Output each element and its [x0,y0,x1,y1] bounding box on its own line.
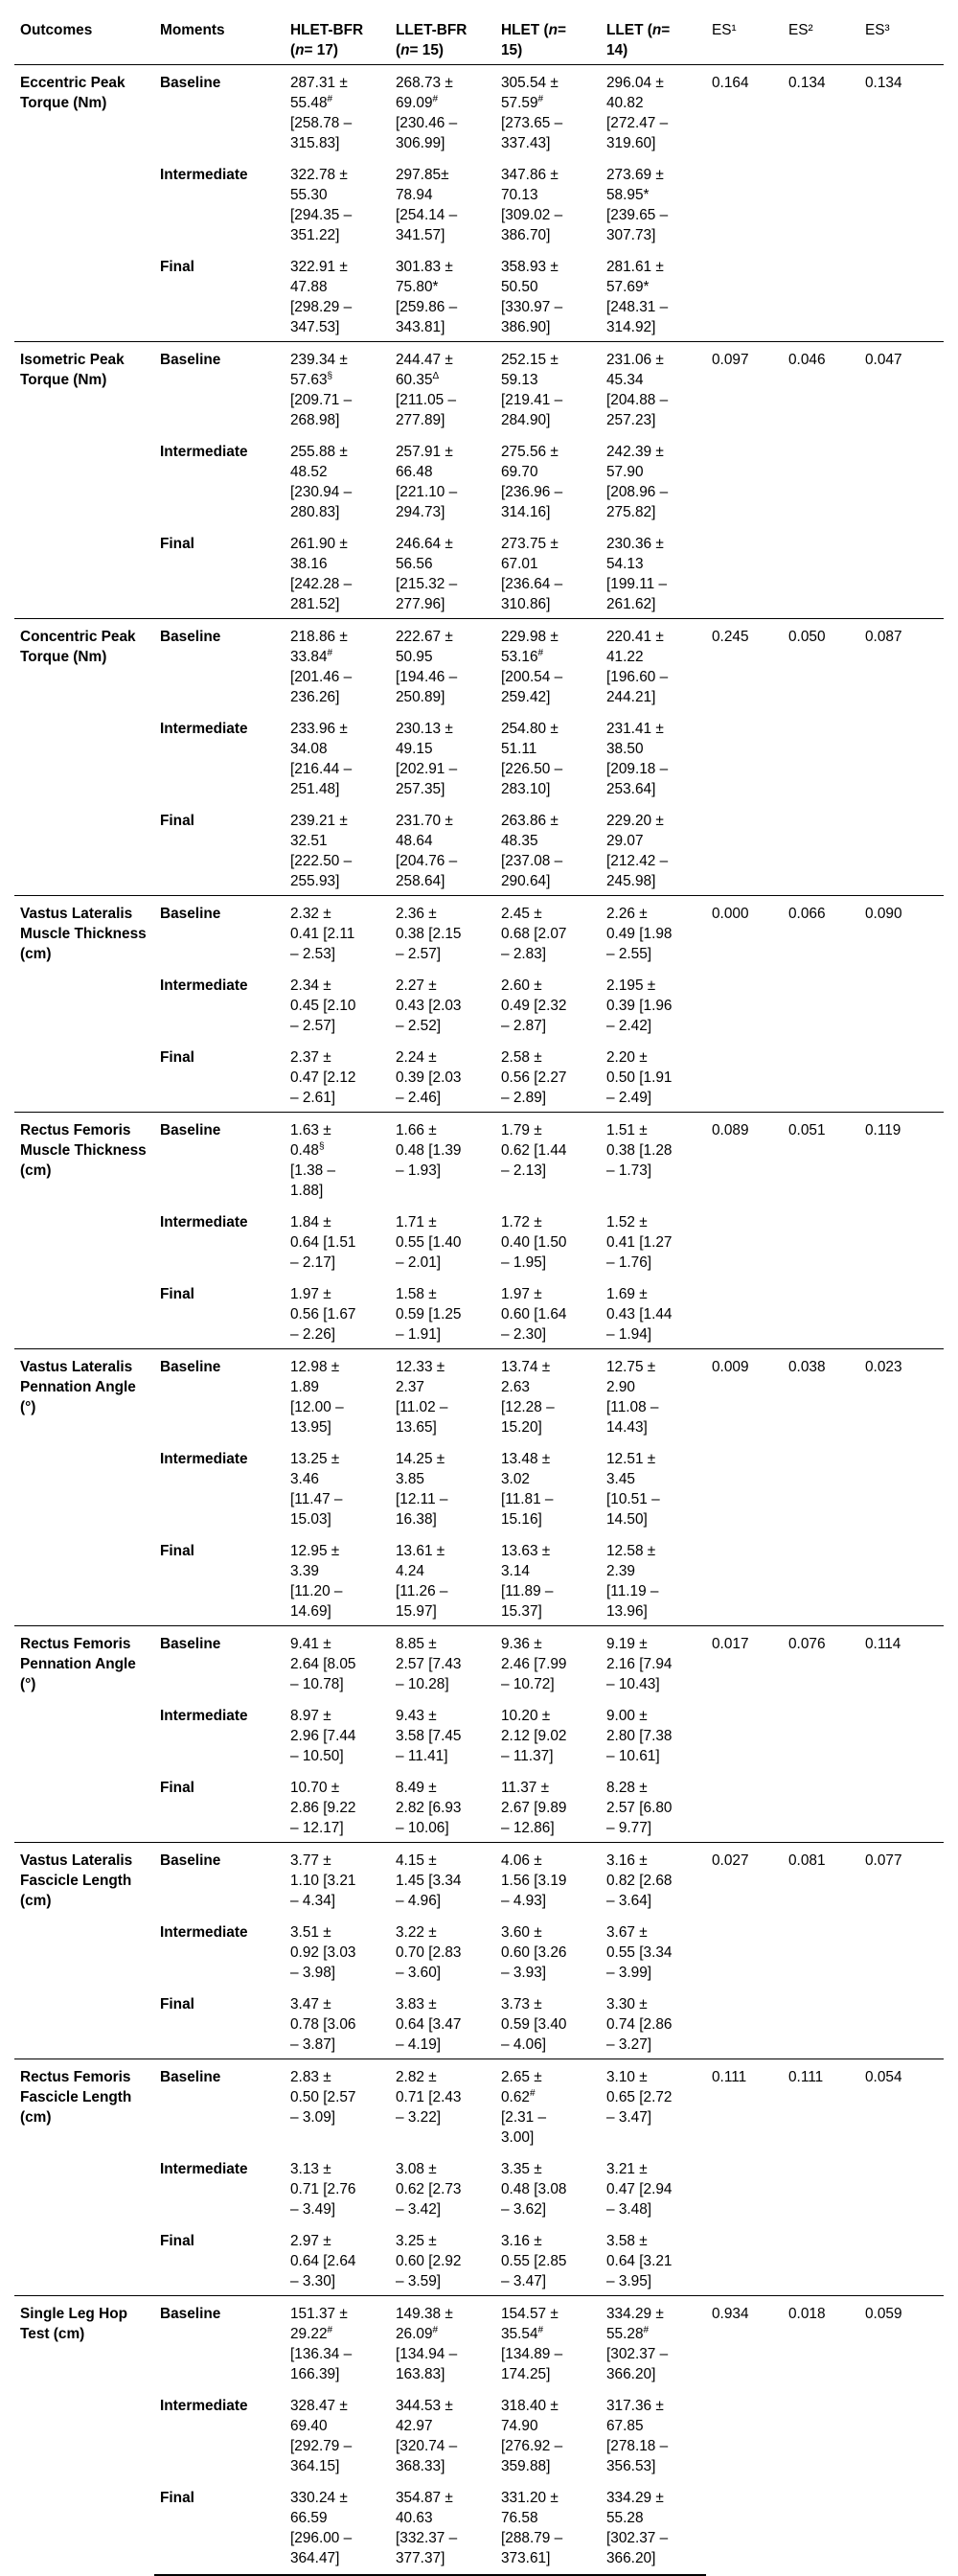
llet-cell: 3.16 ± 0.82 [2.68 – 3.64] [601,1843,706,1916]
llet-cell: 3.58 ± 0.64 [3.21 – 3.95] [606,2233,673,2289]
hlet-cell: 13.74 ± 2.63 [12.28 – 15.20] [495,1349,601,1442]
llet-bfr-cell: 3.25 ± 0.60 [2.92 – 3.59] [396,2233,462,2289]
llet-cell: 1.69 ± 0.43 [1.44 – 1.94] [606,1286,673,1343]
llet-cell: 1.51 ± 0.38 [1.28 – 1.73] [601,1113,706,1206]
llet-cell: 334.29 ± 55.28# [302.37 – 366.20] [601,2296,706,2389]
es3-cell: 0.047 [859,342,944,619]
hlet-cell: 3.60 ± 0.60 [3.26 – 3.93] [501,1924,567,1981]
hlet-bfr-cell: 1.97 ± 0.56 [1.67 – 2.26] [290,1286,356,1343]
table-row [14,2059,944,2152]
moment-cell: Baseline [154,1626,285,1699]
hlet-bfr-cell: 322.91 ± 47.88 [298.29 – 347.53] [290,259,353,335]
es2-cell: 0.076 [783,1626,859,1843]
hlet-bfr-cell: 3.13 ± 0.71 [2.76 – 3.49] [290,2161,356,2218]
es2-cell: 0.111 [783,2059,859,2296]
hlet-bfr-cell: 8.97 ± 2.96 [7.44 – 10.50] [290,1708,356,1764]
hlet-bfr-cell: 3.47 ± 0.78 [3.06 – 3.87] [290,1996,356,2053]
outcome-cell: Rectus Femoris Pennation Angle (°) [14,1626,154,1843]
moment-cell: Final [160,1049,194,1066]
hlet-cell: 347.86 ± 70.13 [309.02 – 386.70] [501,167,563,243]
llet-bfr-cell: 246.64 ± 56.56 [215.32 – 277.96] [396,536,458,612]
hlet-bfr-cell: 2.34 ± 0.45 [2.10 – 2.57] [290,978,356,1034]
significance-marker: § [318,1140,325,1152]
llet-cell: 9.00 ± 2.80 [7.38 – 10.61] [606,1708,673,1764]
hlet-bfr-cell: 239.21 ± 32.51 [222.50 – 255.93] [290,813,353,889]
header-es1: ES¹ [706,9,783,65]
moment-cell: Baseline [154,2296,285,2389]
hlet-cell: 1.72 ± 0.40 [1.50 – 1.95] [501,1214,567,1271]
es2-cell: 0.066 [783,896,859,1113]
outcome-cell: Eccentric Peak Torque (Nm) [14,65,154,342]
llet-cell: 12.58 ± 2.39 [11.19 – 13.96] [606,1543,659,1620]
table-row [14,1349,944,1442]
outcome-cell: Vastus Lateralis Fascicle Length (cm) [14,1843,154,2059]
llet-cell: 281.61 ± 57.69* [248.31 – 314.92] [606,259,669,335]
llet-bfr-cell: 2.36 ± 0.38 [2.15 – 2.57] [390,896,495,969]
es1-cell: 0.009 [706,1349,783,1626]
llet-cell: 231.06 ± 45.34 [204.88 – 257.23] [601,342,706,435]
header-hlet: HLET (n= 15) [495,9,601,65]
llet-bfr-cell: 301.83 ± 75.80* [259.86 – 343.81] [396,259,458,335]
hlet-bfr-cell: 9.41 ± 2.64 [8.05 – 10.78] [285,1626,390,1699]
hlet-bfr-cell: 3.51 ± 0.92 [3.03 – 3.98] [290,1924,356,1981]
hlet-bfr-cell: 218.86 ± 33.84# [201.46 – 236.26] [285,619,390,712]
moment-cell: Baseline [154,1843,285,1916]
outcome-cell: Isometric Peak Torque (Nm) [14,342,154,619]
es1-cell: 0.027 [706,1843,783,2059]
header-llet-bfr: LLET-BFR (n= 15) [390,9,495,65]
llet-bfr-cell: 3.22 ± 0.70 [2.83 – 3.60] [396,1924,462,1981]
es3-cell: 0.087 [859,619,944,896]
hlet-bfr-cell: 3.77 ± 1.10 [3.21 – 4.34] [285,1843,390,1916]
moment-cell: Baseline [154,896,285,969]
header-row [14,9,944,65]
es2-cell: 0.050 [783,619,859,896]
moment-cell: Intermediate [160,2398,248,2414]
hlet-cell: 11.37 ± 2.67 [9.89 – 12.86] [501,1780,567,1836]
llet-cell: 296.04 ± 40.82 [272.47 – 319.60] [601,65,706,158]
moment-cell: Final [160,1780,194,1796]
hlet-bfr-cell: 12.98 ± 1.89 [12.00 – 13.95] [285,1349,390,1442]
outcome-cell: Single Leg Hop Test (cm) [14,2296,154,2576]
moment-cell: Intermediate [160,721,248,737]
hlet-bfr-cell: 255.88 ± 48.52 [230.94 – 280.83] [290,444,353,520]
hlet-cell: 358.93 ± 50.50 [330.97 – 386.90] [501,259,563,335]
significance-marker: # [432,2324,439,2335]
llet-cell: 3.67 ± 0.55 [3.34 – 3.99] [606,1924,673,1981]
llet-cell: 220.41 ± 41.22 [196.60 – 244.21] [601,619,706,712]
llet-bfr-cell: 268.73 ± 69.09# [230.46 – 306.99] [390,65,495,158]
llet-cell: 12.75 ± 2.90 [11.08 – 14.43] [601,1349,706,1442]
moment-cell: Final [160,1543,194,1559]
hlet-bfr-cell: 13.25 ± 3.46 [11.47 – 15.03] [290,1451,343,1528]
es3-cell: 0.054 [859,2059,944,2296]
llet-bfr-cell: 297.85± 78.94 [254.14 – 341.57] [396,167,458,243]
llet-cell: 3.10 ± 0.65 [2.72 – 3.47] [601,2059,706,2152]
hlet-cell: 3.35 ± 0.48 [3.08 – 3.62] [501,2161,567,2218]
significance-marker: # [327,2324,333,2335]
moment-cell: Baseline [154,2059,285,2152]
hlet-bfr-cell: 328.47 ± 69.40 [292.79 – 364.15] [290,2398,353,2474]
llet-cell: 242.39 ± 57.90 [208.96 – 275.82] [606,444,669,520]
es1-cell: 0.089 [706,1113,783,1349]
table-row [14,1113,944,1206]
es3-cell: 0.114 [859,1626,944,1843]
hlet-bfr-cell: 239.34 ± 57.63§ [209.71 – 268.98] [285,342,390,435]
llet-bfr-cell: 1.71 ± 0.55 [1.40 – 2.01] [396,1214,462,1271]
moment-cell: Baseline [154,342,285,435]
llet-bfr-cell: 8.49 ± 2.82 [6.93 – 10.06] [396,1780,462,1836]
hlet-cell: 2.58 ± 0.56 [2.27 – 2.89] [501,1049,567,1106]
significance-marker: # [537,2324,544,2335]
significance-marker: # [327,647,333,658]
hlet-cell: 1.97 ± 0.60 [1.64 – 2.30] [501,1286,567,1343]
es2-cell: 0.046 [783,342,859,619]
hlet-cell: 3.73 ± 0.59 [3.40 – 4.06] [501,1996,567,2053]
llet-bfr-cell: 222.67 ± 50.95 [194.46 – 250.89] [390,619,495,712]
llet-bfr-cell: 1.66 ± 0.48 [1.39 – 1.93] [390,1113,495,1206]
es3-cell: 0.119 [859,1113,944,1349]
table-body [14,65,944,2576]
llet-bfr-cell: 12.33 ± 2.37 [11.02 – 13.65] [390,1349,495,1442]
llet-bfr-cell: 9.43 ± 3.58 [7.45 – 11.41] [396,1708,462,1764]
moment-cell: Intermediate [160,1214,248,1230]
moment-cell: Final [154,2480,285,2575]
hlet-cell: 3.16 ± 0.55 [2.85 – 3.47] [501,2233,567,2289]
moment-cell: Intermediate [160,1924,248,1941]
hlet-cell: 263.86 ± 48.35 [237.08 – 290.64] [501,813,563,889]
significance-marker: # [643,2324,650,2335]
moment-cell: Intermediate [160,167,248,183]
hlet-bfr-cell: 322.78 ± 55.30 [294.35 – 351.22] [290,167,353,243]
llet-bfr-cell: 257.91 ± 66.48 [221.10 – 294.73] [396,444,458,520]
es3-cell: 0.090 [859,896,944,1113]
table-row [14,896,944,969]
es1-cell: 0.245 [706,619,783,896]
moment-cell: Final [160,813,194,829]
moment-cell: Baseline [154,619,285,712]
llet-cell: 12.51 ± 3.45 [10.51 – 14.50] [606,1451,660,1528]
es2-cell: 0.051 [783,1113,859,1349]
llet-bfr-cell: 354.87 ± 40.63 [332.37 – 377.37] [390,2480,495,2575]
hlet-bfr-cell: 1.84 ± 0.64 [1.51 – 2.17] [290,1214,356,1271]
hlet-bfr-cell: 261.90 ± 38.16 [242.28 – 281.52] [290,536,353,612]
header-outcomes: Outcomes [14,9,154,65]
hlet-cell: 13.48 ± 3.02 [11.81 – 15.16] [501,1451,554,1528]
llet-bfr-cell: 1.58 ± 0.59 [1.25 – 1.91] [396,1286,462,1343]
es1-cell: 0.000 [706,896,783,1113]
hlet-cell: 2.60 ± 0.49 [2.32 – 2.87] [501,978,567,1034]
hlet-bfr-cell: 2.83 ± 0.50 [2.57 – 3.09] [285,2059,390,2152]
llet-cell: 9.19 ± 2.16 [7.94 – 10.43] [601,1626,706,1699]
llet-cell: 3.21 ± 0.47 [2.94 – 3.48] [606,2161,673,2218]
hlet-cell: 1.79 ± 0.62 [1.44 – 2.13] [495,1113,601,1206]
hlet-bfr-cell: 10.70 ± 2.86 [9.22 – 12.17] [290,1780,356,1836]
hlet-cell: 2.45 ± 0.68 [2.07 – 2.83] [495,896,601,969]
moment-cell: Intermediate [160,444,248,460]
hlet-bfr-cell: 1.63 ± 0.48§ [1.38 – 1.88] [285,1113,390,1206]
llet-bfr-cell: 2.24 ± 0.39 [2.03 – 2.46] [396,1049,462,1106]
header-es3: ES³ [859,9,944,65]
es1-cell: 0.111 [706,2059,783,2296]
significance-marker: Δ [432,370,440,381]
llet-cell: 317.36 ± 67.85 [278.18 – 356.53] [606,2398,669,2474]
es3-cell: 0.077 [859,1843,944,2059]
significance-marker: # [327,93,333,104]
llet-cell: 2.20 ± 0.50 [1.91 – 2.49] [606,1049,673,1106]
llet-cell: 231.41 ± 38.50 [209.18 – 253.64] [606,721,669,797]
es1-cell: 0.097 [706,342,783,619]
moment-cell: Final [160,2233,194,2249]
hlet-cell: 4.06 ± 1.56 [3.19 – 4.93] [495,1843,601,1916]
hlet-bfr-cell: 2.97 ± 0.64 [2.64 – 3.30] [290,2233,356,2289]
significance-marker: # [537,93,544,104]
llet-bfr-cell: 14.25 ± 3.85 [12.11 – 16.38] [396,1451,448,1528]
table-row [14,2296,944,2389]
es1-cell: 0.017 [706,1626,783,1843]
hlet-cell: 254.80 ± 51.11 [226.50 – 283.10] [501,721,563,797]
hlet-cell: 273.75 ± 67.01 [236.64 – 310.86] [501,536,563,612]
moment-cell: Intermediate [160,2161,248,2177]
moment-cell: Final [160,1996,194,2012]
es2-cell: 0.134 [783,65,859,342]
hlet-cell: 2.65 ± 0.62# [2.31 – 3.00] [495,2059,601,2152]
moment-cell: Final [160,536,194,552]
hlet-cell: 252.15 ± 59.13 [219.41 – 284.90] [495,342,601,435]
hlet-cell: 229.98 ± 53.16# [200.54 – 259.42] [495,619,601,712]
hlet-cell: 10.20 ± 2.12 [9.02 – 11.37] [501,1708,567,1764]
llet-cell: 229.20 ± 29.07 [212.42 – 245.98] [606,813,669,889]
table-row [14,342,944,435]
header-es2: ES² [783,9,859,65]
moment-cell: Intermediate [160,978,248,994]
es2-cell: 0.081 [783,1843,859,2059]
llet-bfr-cell: 8.85 ± 2.57 [7.43 – 10.28] [390,1626,495,1699]
llet-bfr-cell: 244.47 ± $60.35^\Delta$ [211.05 – 277.89] [390,342,495,435]
moment-cell: Baseline [154,65,285,158]
significance-marker: § [327,370,333,381]
llet-cell: 3.30 ± 0.74 [2.86 – 3.27] [606,1996,673,2053]
llet-bfr-cell: 2.27 ± 0.43 [2.03 – 2.52] [396,978,462,1034]
hlet-bfr-cell: 2.32 ± 0.41 [2.11 – 2.53] [285,896,390,969]
llet-bfr-cell: 231.70 ± 48.64 [204.76 – 258.64] [396,813,458,889]
hlet-bfr-cell: 287.31 ± 55.48# [258.78 – 315.83] [285,65,390,158]
hlet-cell: 275.56 ± 69.70 [236.96 – 314.16] [501,444,563,520]
significance-marker: # [432,93,439,104]
es3-cell: 0.023 [859,1349,944,1626]
table-row [14,65,944,158]
hlet-cell: 305.54 ± 57.59# [273.65 – 337.43] [495,65,601,158]
header-moments: Moments [154,9,285,65]
hlet-bfr-cell: 2.37 ± 0.47 [2.12 – 2.61] [290,1049,356,1106]
hlet-bfr-cell: 330.24 ± 66.59 [296.00 – 364.47] [285,2480,390,2575]
llet-cell: 8.28 ± 2.57 [6.80 – 9.77] [606,1780,673,1836]
outcome-cell: Vastus Lateralis Muscle Thickness (cm) [14,896,154,1113]
hlet-cell: 331.20 ± 76.58 [288.79 – 373.61] [495,2480,601,2575]
llet-cell: 230.36 ± 54.13 [199.11 – 261.62] [606,536,668,612]
hlet-cell: 13.63 ± 3.14 [11.89 – 15.37] [501,1543,554,1620]
significance-marker: # [537,647,544,658]
significance-marker: # [529,2087,536,2099]
outcome-cell: Vastus Lateralis Pennation Angle (°) [14,1349,154,1626]
llet-cell: 2.195 ± 0.39 [1.96 – 2.42] [606,978,673,1034]
es3-cell: 0.134 [859,65,944,342]
hlet-bfr-cell: 151.37 ± 29.22# [136.34 – 166.39] [285,2296,390,2389]
outcome-cell: Rectus Femoris Fascicle Length (cm) [14,2059,154,2296]
es2-cell: 0.018 [783,2296,859,2576]
moment-cell: Intermediate [160,1708,248,1724]
hlet-bfr-cell: 12.95 ± 3.39 [11.20 – 14.69] [290,1543,343,1620]
moment-cell: Final [160,259,194,275]
llet-bfr-cell: 4.15 ± 1.45 [3.34 – 4.96] [390,1843,495,1916]
header-hlet-bfr: HLET-BFR (n= 17) [285,9,390,65]
llet-bfr-cell: 3.08 ± 0.62 [2.73 – 3.42] [396,2161,462,2218]
llet-bfr-cell: 2.82 ± 0.71 [2.43 – 3.22] [390,2059,495,2152]
hlet-cell: 9.36 ± 2.46 [7.99 – 10.72] [495,1626,601,1699]
hlet-cell: 318.40 ± 74.90 [276.92 – 359.88] [501,2398,563,2474]
es2-cell: 0.038 [783,1349,859,1626]
llet-bfr-cell: 230.13 ± 49.15 [202.91 – 257.35] [396,721,458,797]
moment-cell: Final [160,1286,194,1302]
moment-cell: Baseline [154,1349,285,1442]
llet-cell: 334.29 ± 55.28 [302.37 – 366.20] [601,2480,706,2575]
es3-cell: 0.059 [859,2296,944,2576]
es1-cell: 0.164 [706,65,783,342]
table-row [14,619,944,712]
llet-cell: 2.26 ± 0.49 [1.98 – 2.55] [601,896,706,969]
llet-cell: 273.69 ± 58.95* [239.65 – 307.73] [606,167,669,243]
llet-bfr-cell: 13.61 ± 4.24 [11.26 – 15.97] [396,1543,448,1620]
llet-bfr-cell: 149.38 ± 26.09# [134.94 – 163.83] [390,2296,495,2389]
results-table [14,9,944,2576]
hlet-bfr-cell: 233.96 ± 34.08 [216.44 – 251.48] [290,721,353,797]
llet-bfr-cell: 344.53 ± 42.97 [320.74 – 368.33] [396,2398,458,2474]
moment-cell: Baseline [154,1113,285,1206]
outcome-cell: Concentric Peak Torque (Nm) [14,619,154,896]
llet-cell: 1.52 ± 0.41 [1.27 – 1.76] [606,1214,673,1271]
moment-cell: Intermediate [160,1451,248,1467]
table-row [14,1843,944,1916]
hlet-cell: 154.57 ± 35.54# [134.89 – 174.25] [495,2296,601,2389]
header-llet: LLET (n= 14) [601,9,706,65]
es1-cell: 0.934 [706,2296,783,2576]
llet-bfr-cell: 3.83 ± 0.64 [3.47 – 4.19] [396,1996,462,2053]
table-row [14,1626,944,1699]
outcome-cell: Rectus Femoris Muscle Thickness (cm) [14,1113,154,1349]
